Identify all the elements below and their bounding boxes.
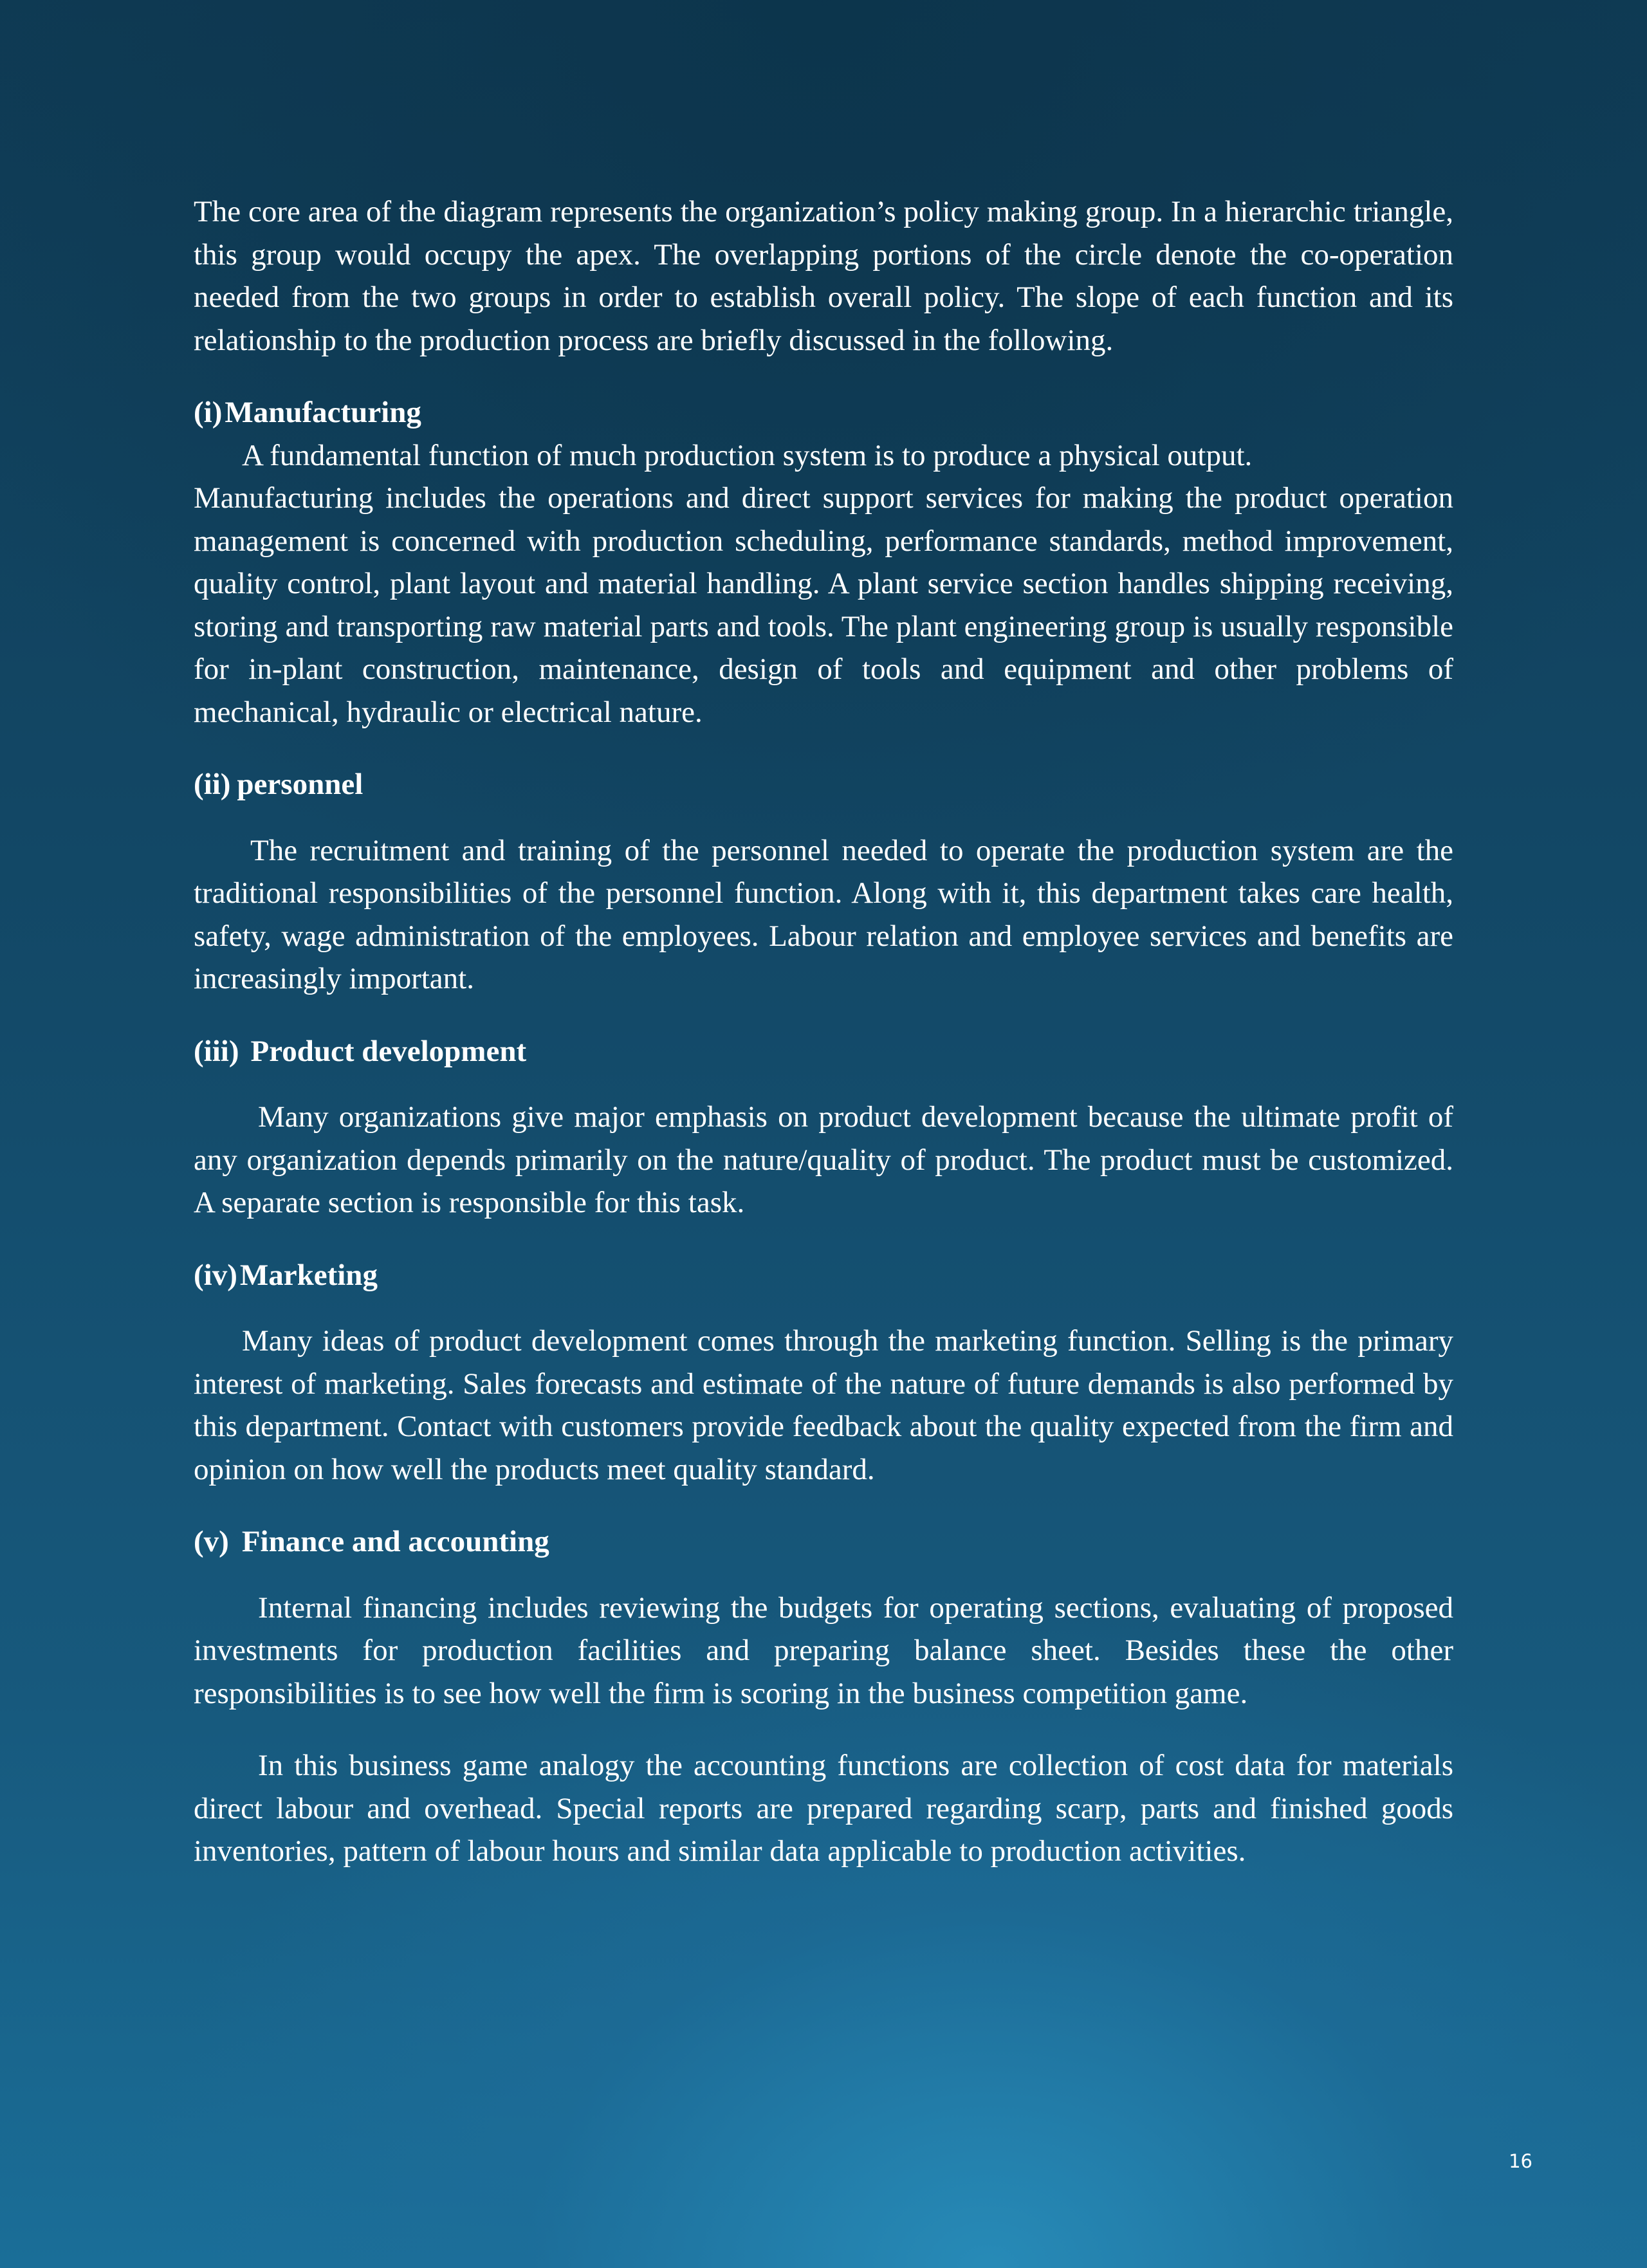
page-content <box>194 190 1453 1903</box>
section-title: Marketing <box>239 1258 378 1292</box>
section-body-continued: In this business game analogy the accounting functions are collection of cost data for materials direct labour and overhead. Special reports are prepared regarding scarp, parts and finished goods inventories, pattern of labour hours and similar data applicable to production activities. <box>194 1749 1453 1868</box>
section-body: Manufacturing includes the operations and direct support services for making the product operation management is concerned with production scheduling, performance standards, method improvement, quality control, plant layout and material handling. A plant service section handles shipping receiving, storing and transporting raw material parts and tools. The plant engineering group is usually responsible for in-plant construction, maintenance, design of tools and equipment and other problems of mechanical, hydraulic or electrical nature. <box>194 481 1453 729</box>
section-heading <box>194 1030 1453 1073</box>
section-manufacturing <box>194 391 1453 733</box>
section-number: (iv) <box>194 1258 237 1292</box>
section-heading <box>194 1520 1453 1563</box>
section-number: (ii) <box>194 768 231 801</box>
section-heading <box>194 763 1453 806</box>
section-title: personnel <box>237 768 363 801</box>
section-finance-and-accounting <box>194 1520 1453 1873</box>
page-number: 16 <box>1509 2150 1532 2172</box>
section-title: Finance and accounting <box>241 1525 549 1558</box>
section-title: Manufacturing <box>225 396 421 429</box>
section-title: Product development <box>250 1034 527 1068</box>
section-product-development <box>194 1030 1453 1224</box>
section-personnel <box>194 763 1453 1000</box>
section-heading <box>194 1254 1453 1297</box>
section-body: Many ideas of product development comes through the marketing function. Selling is the primary interest of marketing. Sales forecasts and estimate of the nature of future demands is also performed by this department. Contact with customers provide feedback about the quality expected from the firm and opinion on how well the products meet quality standard. <box>194 1324 1453 1486</box>
section-lead: A fundamental function of much production system is to produce a physical output. <box>242 438 1253 472</box>
section-heading <box>194 391 1453 434</box>
section-number: (i) <box>194 396 223 429</box>
section-marketing <box>194 1254 1453 1491</box>
section-number: (iii) <box>194 1034 239 1068</box>
intro-paragraph: The core area of the diagram represents the organization’s policy making group. In a hierarchic triangle, this group would occupy the apex. The overlapping portions of the circle denote the co-operation needed from the two groups in order to establish overall policy. The slope of each function and its relationship to the production process are briefly discussed in the following. <box>194 195 1453 357</box>
section-body: Many organizations give major emphasis on product development because the ultimate profit of any organization depends primarily on the nature/quality of product. The product must be customized. A separate section is responsible for this task. <box>194 1100 1453 1219</box>
section-body: The recruitment and training of the personnel needed to operate the production system are the traditional responsibilities of the personnel function. Along with it, this department takes care health, safety, wage administration of the employees. Labour relation and employee services and benefits are increasingly important. <box>194 833 1453 995</box>
section-body: Internal financing includes reviewing the budgets for operating sections, evaluating of proposed investments for production facilities and preparing balance sheet. Besides these the other responsibilities is to see how well the firm is scoring in the business competition game. <box>194 1590 1453 1710</box>
section-number: (v) <box>194 1525 229 1558</box>
